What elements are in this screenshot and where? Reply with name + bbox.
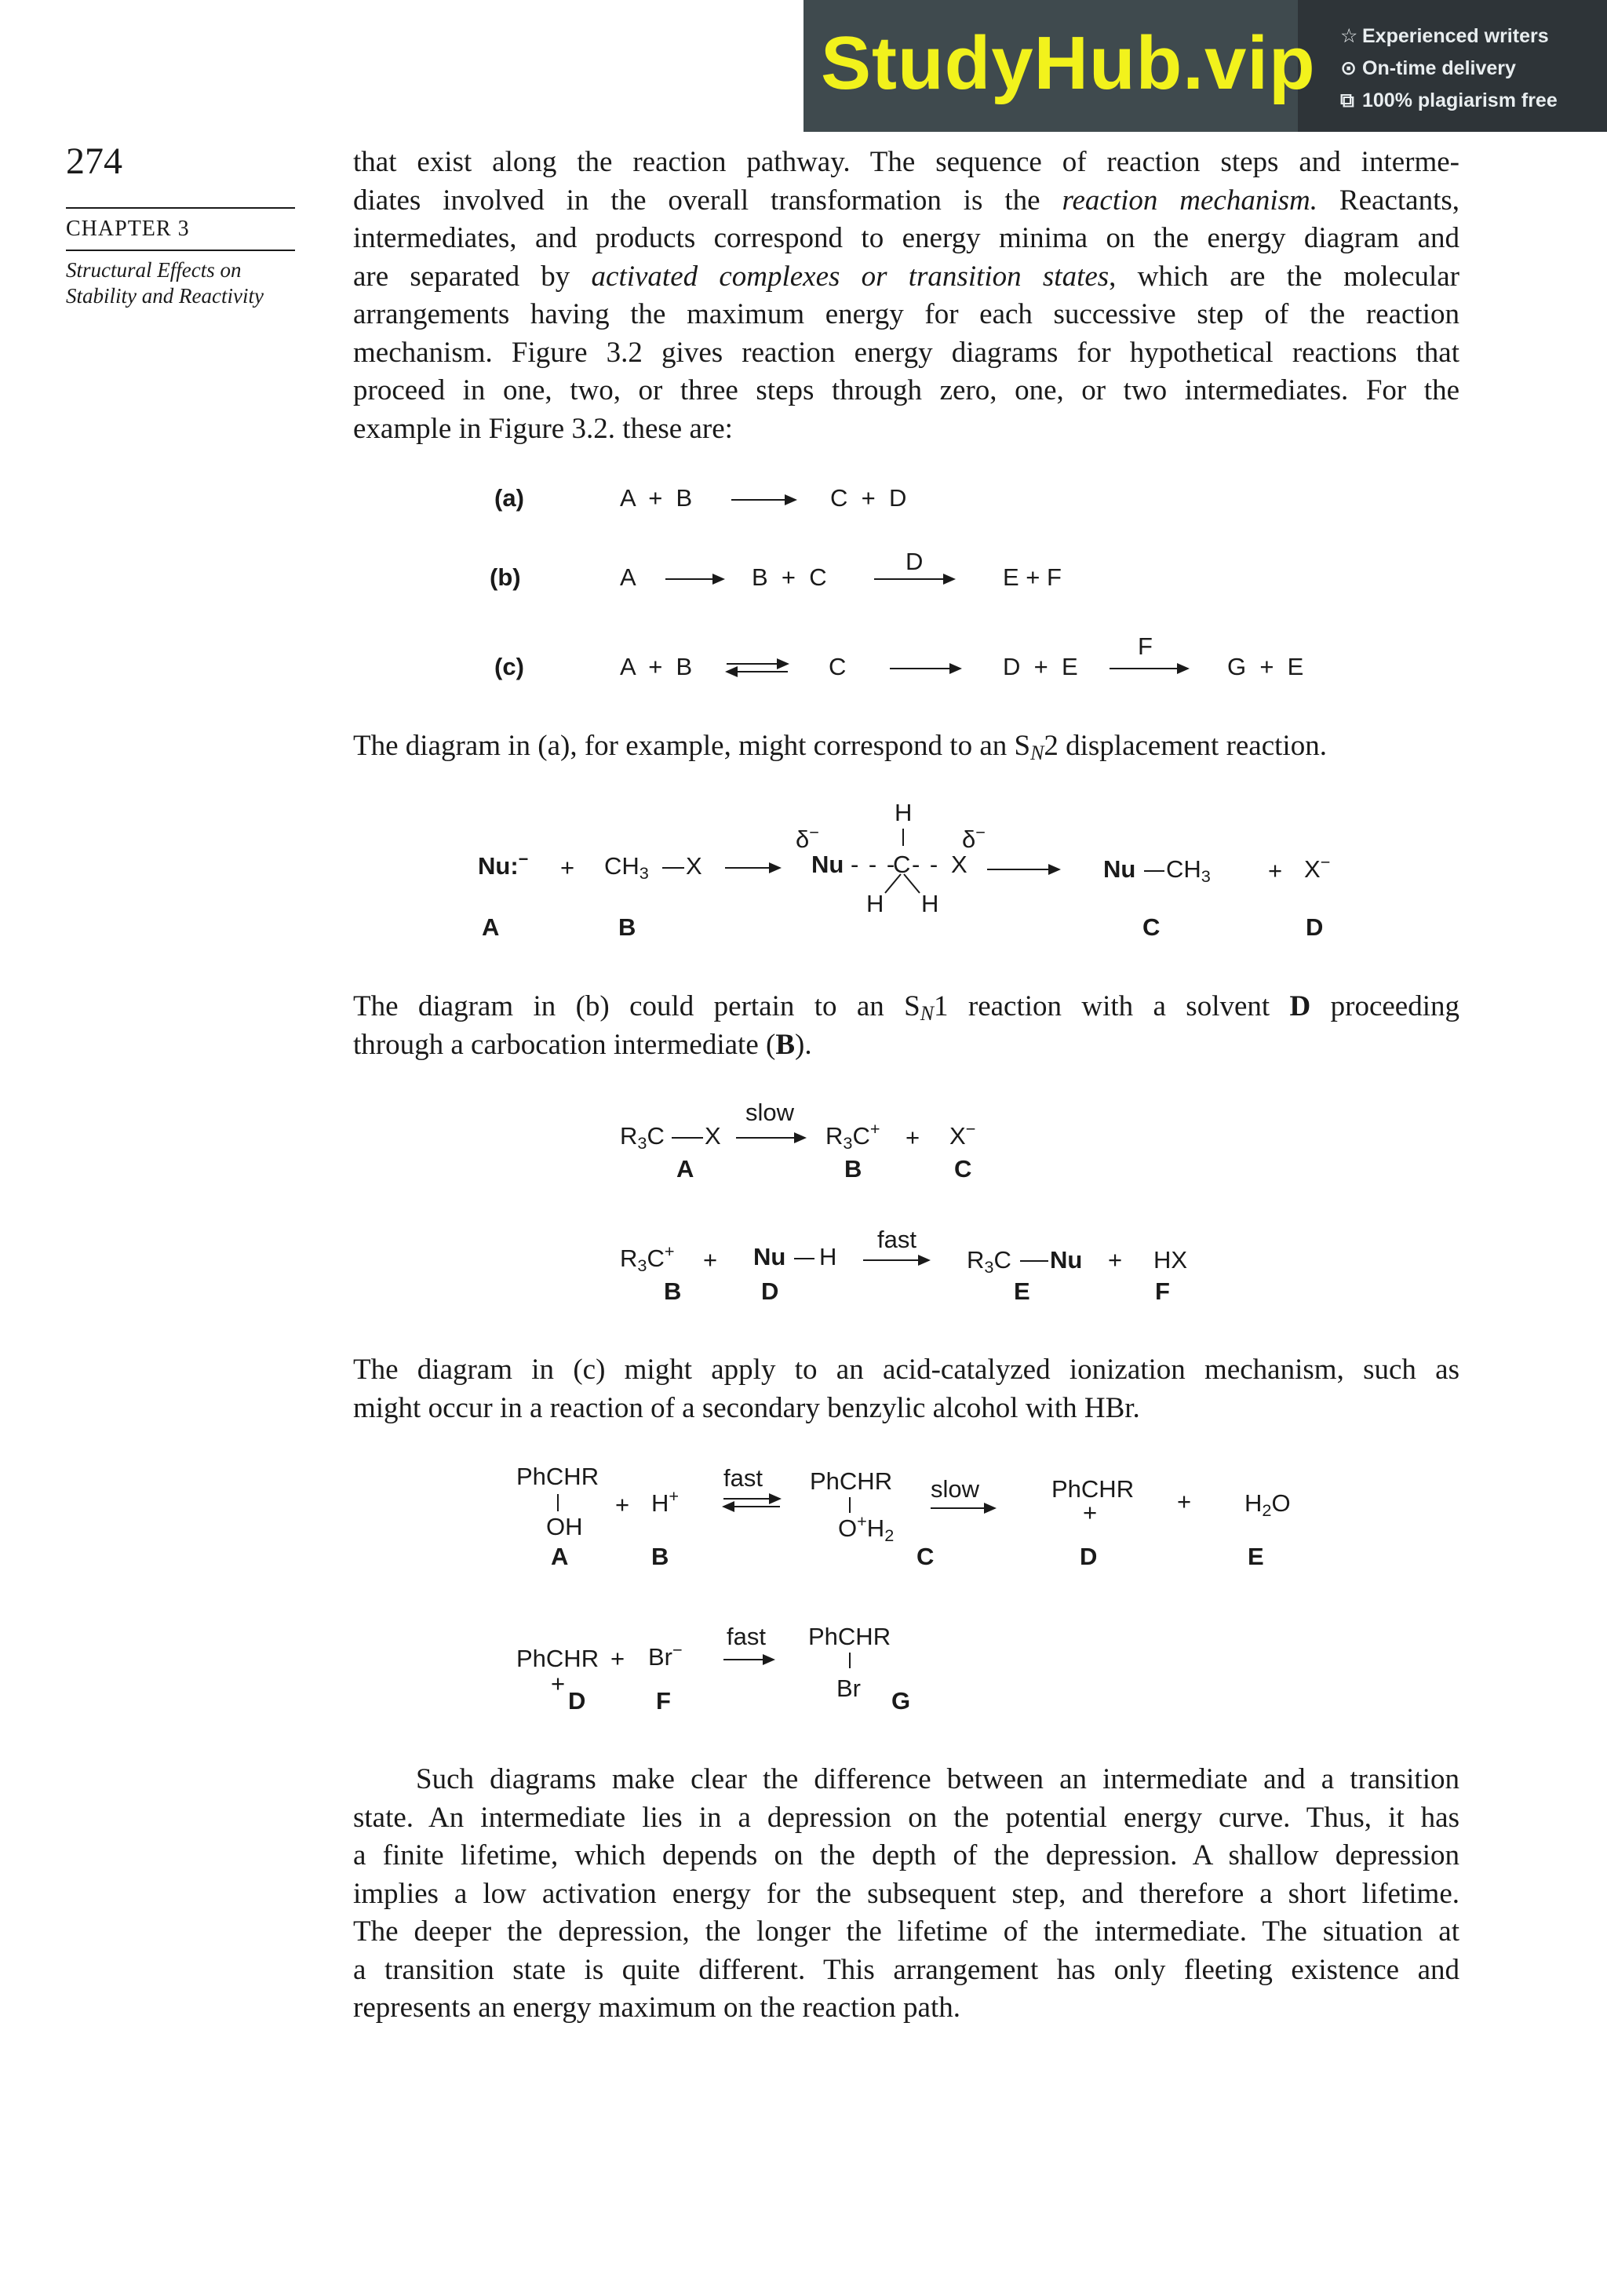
paragraph-2: The diagram in (a), for example, might correspond to an $S_N2$ displacement reaction. bbox=[353, 730, 1327, 764]
badge-on-time: ⊙ On-time delivery bbox=[1340, 53, 1558, 85]
paragraph-5: Such diagrams make clear the difference between an intermediate and a transition state. An intermediate lies in a depression on the potential energy curve. Thus, it has a finite lifetime, which depends on the depth of the depression. A shallow depression implies a low activation energy for the subsequent step, and therefore a short lifetime. The deeper the depression, the longer the lifetime of the intermediate. The situation at a transition state is quite different. This arrangement has only fleeting existence and represents an energy maximum on the reaction path. bbox=[353, 1763, 1459, 2024]
page-number: 274 bbox=[66, 140, 122, 182]
scheme-b-label: (b) bbox=[490, 563, 521, 591]
badge-experienced: ☆ Experienced writers bbox=[1340, 20, 1558, 53]
arrow bbox=[987, 869, 1059, 870]
margin-rule-top bbox=[66, 207, 295, 209]
scheme-a-label: (a) bbox=[494, 484, 524, 512]
scheme-a-products: C + D bbox=[830, 484, 907, 512]
arrow bbox=[1110, 668, 1188, 669]
copy-icon: ⧉ bbox=[1340, 89, 1354, 111]
studyhub-logo[interactable] bbox=[804, 0, 1316, 132]
arrow bbox=[731, 499, 796, 501]
star-outline-icon: ☆ bbox=[1340, 25, 1358, 47]
paragraph-1: that exist along the reaction pathway. The sequence of reaction steps and interme- diates involved in the overall transformation is the reaction mechanism. Reactants, intermediates, and products correspond to energy minima on the energy diagram and are separated by activated complexes or transition states, which are the molecular arrangements having the maximum energy for each successive step of the reaction mechanism. Figure 3.2 gives reaction energy diagrams for hypothetical reactions that proceed in one, two, or three steps through zero, one, or two intermediates. For the example in Figure 3.2. these are: bbox=[353, 146, 1460, 445]
scheme-a-reactants: A + B bbox=[620, 484, 693, 512]
arrow bbox=[931, 1507, 995, 1509]
paragraph-4: The diagram in (c) might apply to an acid-catalyzed ionization mechanism, such as might occur in a reaction of a secondary benzylic alcohol with HBr. bbox=[353, 1354, 1459, 1424]
clock-icon: ⊙ bbox=[1340, 57, 1357, 79]
chapter-subtitle: Structural Effects on Stability and Reactivity bbox=[66, 258, 264, 308]
arrow bbox=[874, 578, 954, 580]
logo-text: StudyHub.vip bbox=[821, 21, 1316, 105]
paragraph-3: The diagram in (b) could pertain to an $S_N1$ reaction with a solvent D proceeding through a carbocation intermediate (B). bbox=[353, 990, 1459, 1061]
arrow bbox=[890, 668, 960, 669]
arrow bbox=[725, 867, 780, 869]
margin-rule-bottom bbox=[66, 250, 295, 251]
scheme-c-label: (c) bbox=[494, 653, 524, 680]
arrow bbox=[863, 1259, 929, 1261]
arrow bbox=[736, 1137, 805, 1139]
chapter-label: CHAPTER 3 bbox=[66, 217, 190, 241]
arrow bbox=[723, 1659, 774, 1660]
badge-plagiarism: ⧉ 100% plagiarism free bbox=[1340, 85, 1558, 117]
ad-banner[interactable] bbox=[804, 0, 1607, 132]
arrow bbox=[665, 578, 723, 580]
badge-list bbox=[1340, 20, 1558, 117]
